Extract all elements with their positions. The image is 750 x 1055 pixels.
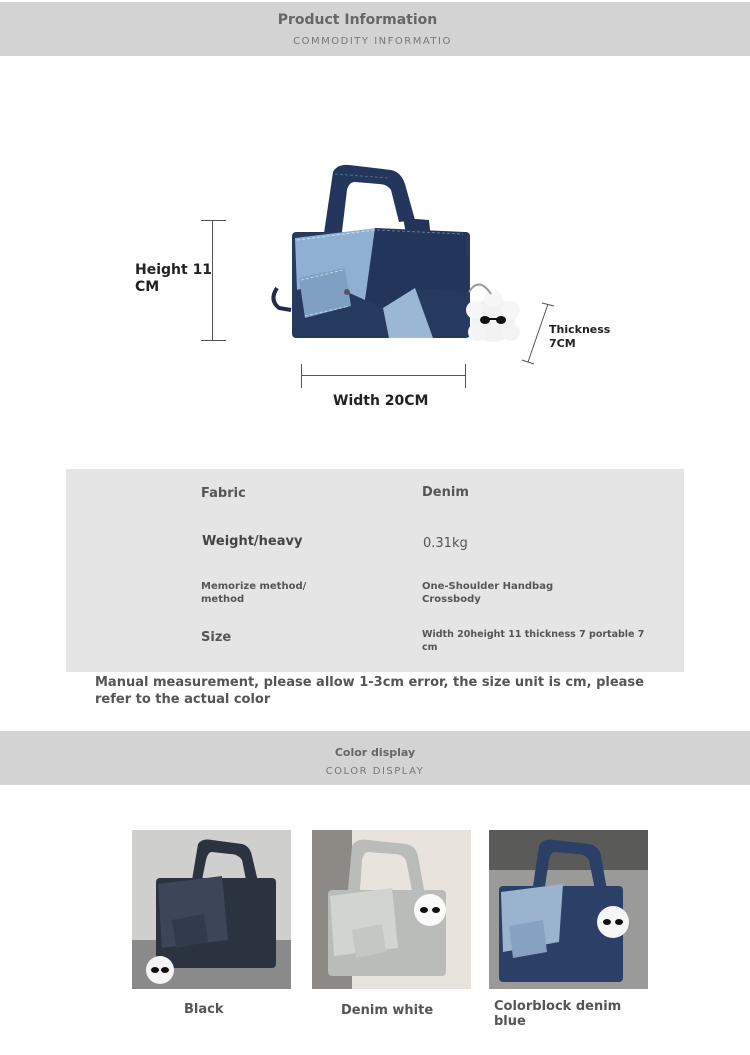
spec-table	[66, 469, 684, 672]
width-tick-right	[465, 364, 466, 388]
spec-label-weight: Weight/heavy	[202, 534, 303, 549]
thickness-label: Thickness 7CM	[549, 323, 611, 350]
spec-label-fabric: Fabric	[201, 486, 246, 501]
height-tick-bottom	[201, 340, 226, 341]
measurement-note: Manual measurement, please allow 1-3cm error, the size unit is cm, please refer to the actual color	[95, 675, 644, 707]
color-colorblock-image	[489, 830, 648, 989]
spec-value-weight: 0.31kg	[423, 536, 468, 551]
height-tick-top	[201, 220, 226, 221]
color-display-subtitle: COLOR DISPLAY	[325, 766, 425, 777]
spec-value-fabric: Denim	[422, 485, 469, 500]
width-line	[302, 375, 466, 376]
handbag-image	[265, 160, 535, 345]
color-colorblock-label: Colorblock denim blue	[494, 999, 622, 1029]
spec-label-method: Memorize method/ method	[201, 581, 307, 605]
color-black-image	[132, 830, 291, 989]
color-black-label: Black	[184, 1002, 224, 1017]
product-info-header	[0, 2, 750, 56]
color-display-header	[0, 731, 750, 785]
color-denim-white-image	[312, 830, 471, 989]
spec-value-size: Width 20height 11 thickness 7 portable 7 cm	[422, 629, 645, 653]
spec-label-size: Size	[201, 630, 232, 645]
width-label: Width 20CM	[333, 393, 429, 409]
header-subtitle: COMMODITY INFORMATIO	[293, 36, 452, 47]
width-tick-left	[301, 364, 302, 388]
color-display-title: Color display	[334, 746, 416, 759]
color-denim-white-label: Denim white	[341, 1003, 434, 1018]
height-label: Height 11 CM	[135, 262, 213, 295]
header-title: Product Information	[277, 12, 438, 28]
height-line	[212, 220, 213, 341]
spec-value-method: One-Shoulder Handbag Crossbody	[422, 581, 554, 605]
